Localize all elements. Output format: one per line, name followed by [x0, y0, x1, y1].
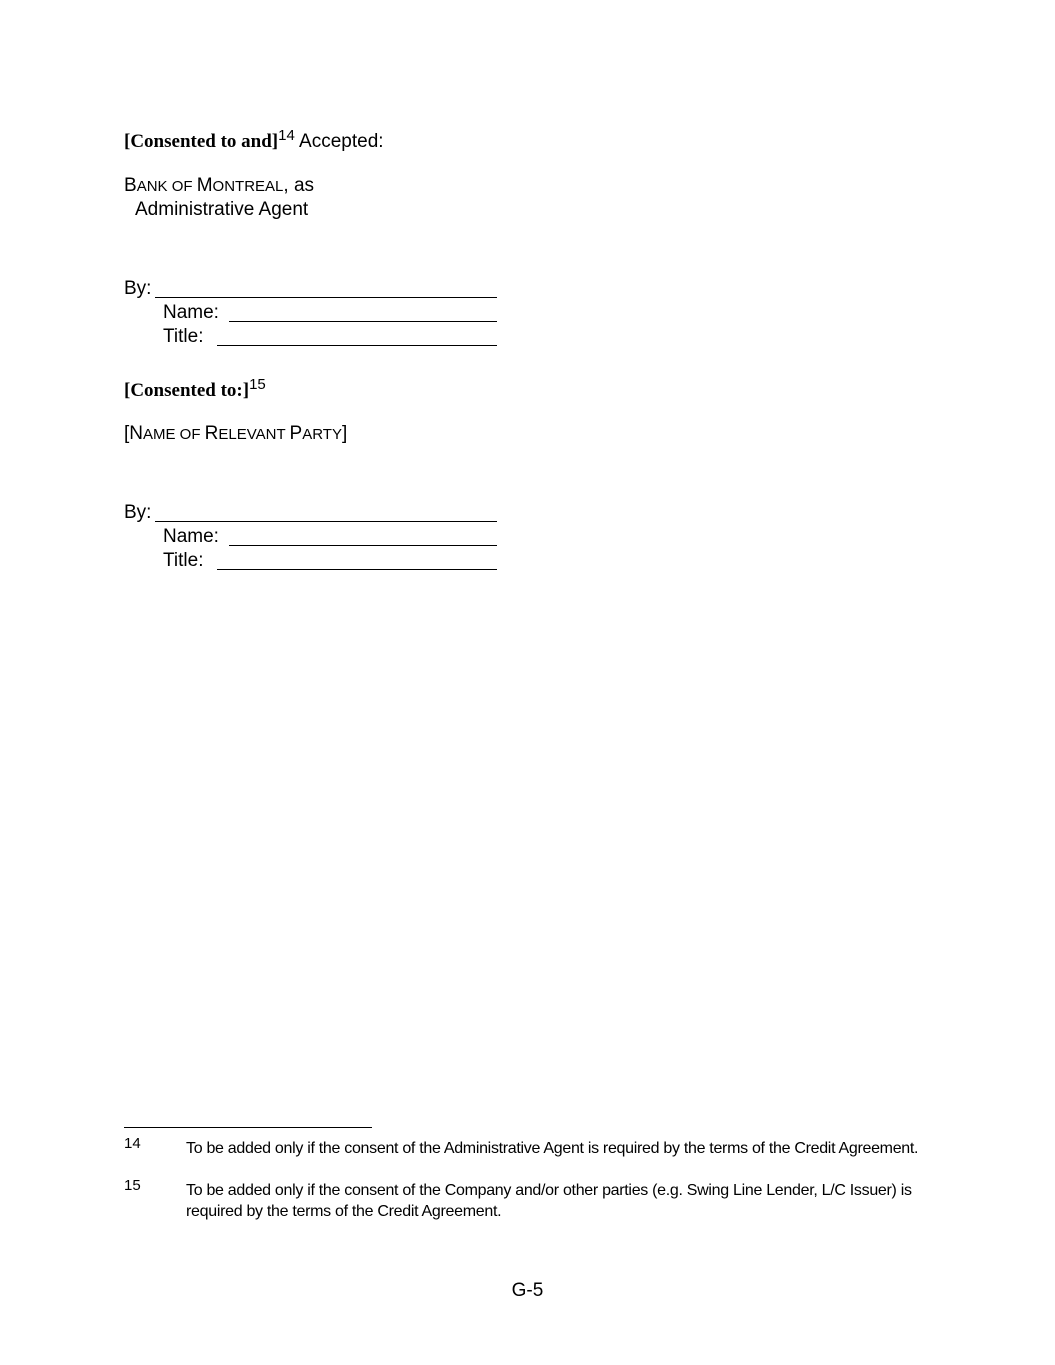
footnote-text: To be added only if the consent of the Company and/or other parties (e.g. Swing Line Lender, L/C Issuer) is required by the terms of the Credit Agreement. [186, 1182, 912, 1220]
consent-heading-bold: [Consented to:] [124, 380, 250, 401]
footnote-text: To be added only if the consent of the Administrative Agent is required by the terms of the Credit Agreement. [186, 1140, 919, 1157]
relevant-party-name: [NAME OF RELEVANT PARTY] [124, 423, 348, 444]
by-label-2: By: [124, 502, 152, 523]
signature-line-2[interactable] [155, 521, 497, 522]
name-label-2: Name: [163, 526, 219, 547]
title-label-1: Title: [163, 326, 204, 347]
title-label-2: Title: [163, 550, 204, 571]
consent-heading-2 [124, 373, 266, 403]
entity-name: BANK OF MONTREAL, as [124, 175, 315, 196]
entity-role: Administrative Agent [135, 199, 309, 220]
title-line-1[interactable] [217, 345, 497, 346]
consent-heading-1 [124, 124, 384, 154]
signature-line-1[interactable] [155, 297, 497, 298]
title-line-2[interactable] [217, 569, 497, 570]
name-line-2[interactable] [229, 545, 497, 546]
footnote-number: 14 [124, 1135, 141, 1152]
footnote-ref-14[interactable]: 14 [278, 127, 295, 144]
name-line-1[interactable] [229, 321, 497, 322]
name-label-1: Name: [163, 302, 219, 323]
accepted-label: Accepted: [294, 131, 384, 152]
footnote-separator [124, 1127, 372, 1128]
page-number: G-5 [511, 1280, 544, 1301]
footnote-ref-15[interactable]: 15 [249, 376, 266, 393]
by-label-1: By: [124, 278, 152, 299]
consent-heading-bold: [Consented to and] [124, 131, 279, 152]
footnote-number: 15 [124, 1177, 141, 1194]
